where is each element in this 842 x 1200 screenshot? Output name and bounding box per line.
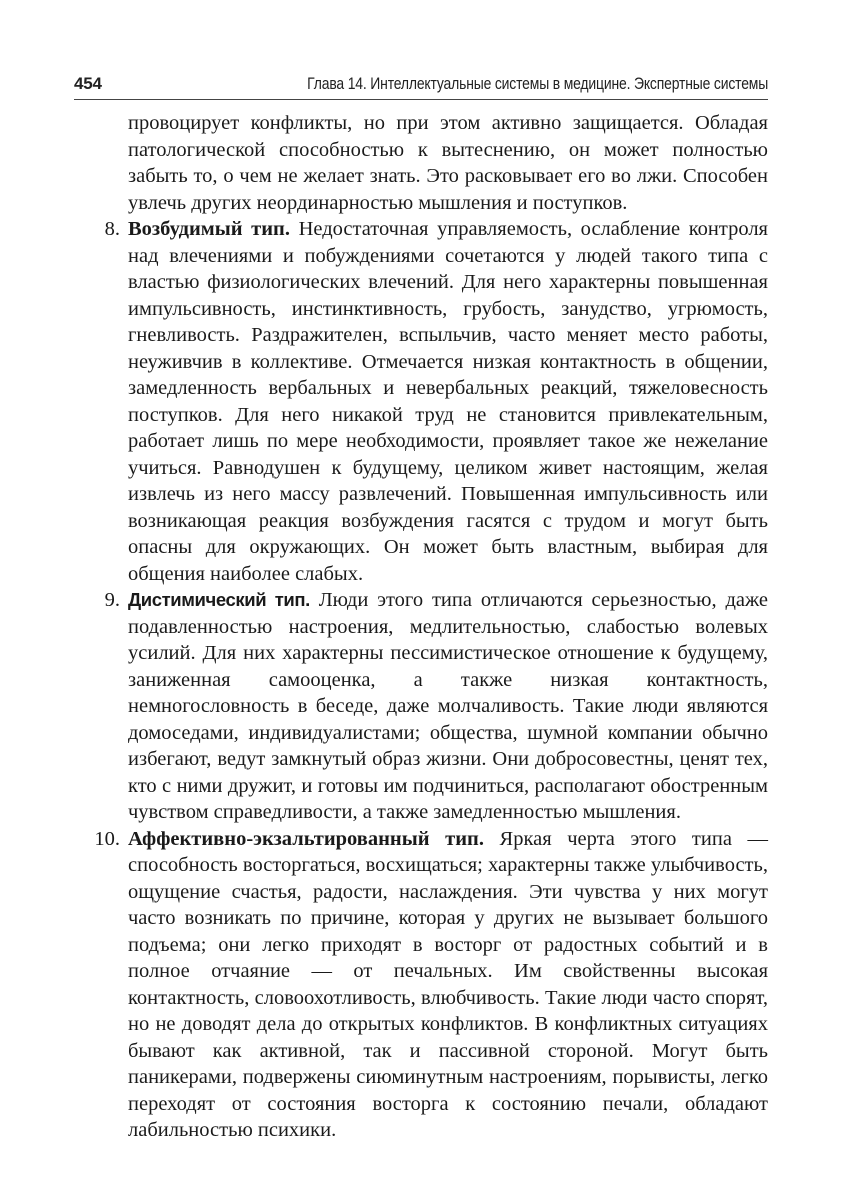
header-rule [74, 99, 768, 100]
chapter-title: Глава 14. Интеллектуальные системы в медицине. Экспертные системы [307, 74, 768, 93]
list-item-affective-exalted-type [94, 826, 768, 1144]
main-text [94, 110, 768, 1144]
list-item-text: Люди этого типа отличаются серьезностью, даже подавленностью настроения, медлительностью, слабостью волевых усилий. Для них характерны пессимистическое отношение к будущему, заниженная самооценка, а также низкая контактность, немногословность в беседе, даже молчаливость. Такие люди являются домоседами, индивидуалистами; общества, шумной компании обычно избегают, ведут замкнутый образ жизни. Они добросовестны, ценят тех, кто с ними дружит, и готовы им подчиниться, располагают обостренным чувством справедливости, а также замедленностью мышления. [128, 589, 768, 823]
continuation-paragraph: провоцирует конфликты, но при этом активно защищается. Обладая патологической способностью к вытеснению, он может полностью забыть то, о чем не желает знать. Это расковывает его во лжи. Способен увлечь других неординарностью мышления и поступков. [128, 112, 768, 214]
running-header [74, 70, 768, 100]
list-item-dysthymic-type [104, 587, 768, 826]
list-item-term: Возбудимый тип. [128, 218, 290, 240]
page-number: 454 [74, 74, 102, 93]
list-item-excitable-type [104, 216, 768, 587]
list-item-text: Недостаточная управляемость, ослабление контроля над влечениями и побуждениями сочетаются у людей такого типа с властью физиологических влечений. Для него характерны повышенная импульсивность, инстинктивность, грубость, занудство, угрюмость, гневливость. Раздражителен, вспыльчив, часто меняет место работы, неуживчив в коллективе. Отмечается низкая контактность в общении, замедленность вербальных и невербальных реакций, тяжеловесность поступков. Для него никакой труд не становится привлекательным, работает лишь по мере необходимости, проявляет такое же нежелание учиться. Равнодушен к будущему, целиком живет настоящим, желая извлечь из него массу развлечений. Повышенная импульсивность или возникающая реакция возбуждения гасятся с трудом и могут быть опасны для окружающих. Он может быть властным, выбирая для общения наиболее слабых. [128, 218, 768, 585]
list-item-number: 10. [94, 827, 120, 850]
list-item-text: Яркая черта этого типа — способность восторгаться, восхищаться; характерны также улыбчивость, ощущение счастья, радости, наслаждения. Эти чувства у них могут часто возникать по причине, которая у других не вызывает большого подъема; они легко приходят в восторг от радостных событий и в полное отчаяние — от печальных. Им свойственны высокая контактность, словоохотливость, влюбчивость. Такие люди часто спорят, но не доводят дела до открытых конфликтов. В конфликтных ситуациях бывают как активной, так и пассивной стороной. Могут быть паникерами, подвержены сиюминутным настроениям, порывисты, легко переходят от состояния восторга к состоянию печали, обладают лабильностью психики. [128, 827, 768, 1141]
list-item-number: 9. [104, 589, 120, 611]
list-item-term: Дистимический тип. [128, 589, 310, 610]
list-item-term: Аффективно-экзальтированный тип. [128, 827, 484, 850]
list-item-number: 8. [104, 218, 120, 240]
